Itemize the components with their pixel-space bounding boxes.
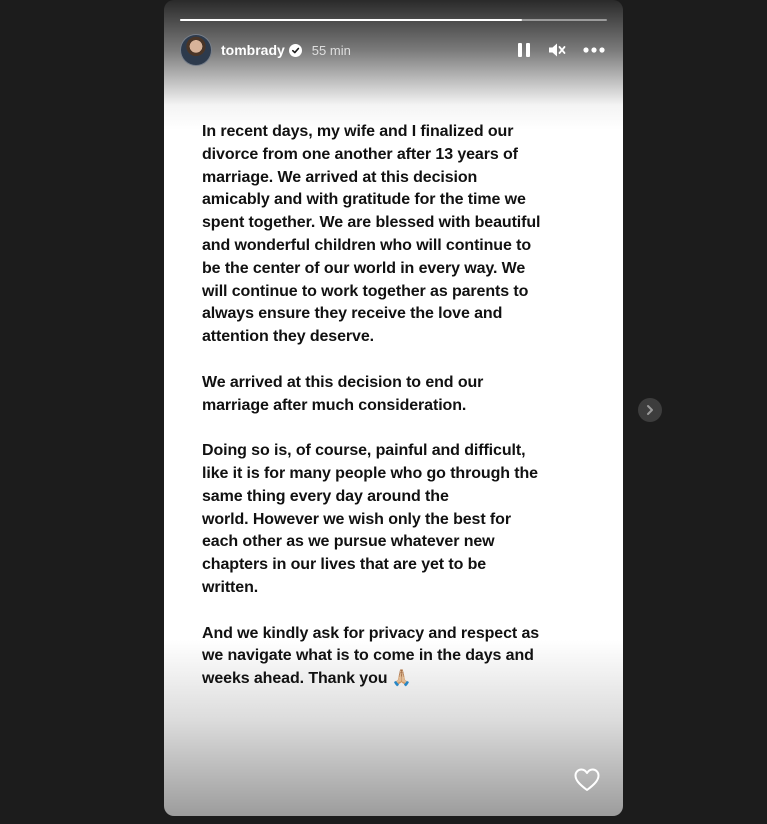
pause-icon	[517, 42, 531, 58]
next-story-button[interactable]	[638, 398, 662, 422]
mute-button[interactable]	[545, 38, 569, 62]
story-header	[180, 34, 607, 66]
heart-outline-icon	[574, 768, 600, 792]
more-options-icon	[583, 47, 605, 53]
story-timestamp: 55 min	[311, 42, 351, 58]
story-text: In recent days, my wife and I finalized our divorce from one another after 13 years of marriage. We arrived at this decision amicably and with gratitude for the time we spent together. We are blessed with beautiful and wonderful children who will continue to be the center of our world in every way. We will continue to work together as parents to always ensure they receive the love and attention they deserve. We arrived at this decision to end our marriage after much consideration. Doing so is, of course, painful and difficult, like it is for many people who go through the same thing every day around the world. However we wish only the best for each other as we pursue whatever new chapters in our lives that are yet to be written. And we kindly ask for privacy and respect as we navigate what is to come in the days and weeks ahead. Thank you 🙏🏼	[202, 123, 541, 688]
story-progress-fill	[180, 19, 522, 21]
story-viewer[interactable]	[164, 0, 623, 816]
story-controls	[513, 38, 607, 62]
story-username[interactable]: tombrady	[221, 42, 285, 58]
profile-avatar[interactable]	[180, 34, 212, 66]
pause-button[interactable]	[513, 38, 535, 62]
more-options-button[interactable]	[581, 38, 607, 62]
story-progress-bar	[180, 19, 607, 21]
like-button[interactable]	[573, 767, 601, 793]
verified-badge-icon	[289, 44, 302, 57]
chevron-right-icon	[645, 404, 655, 416]
speaker-muted-icon	[548, 42, 566, 58]
